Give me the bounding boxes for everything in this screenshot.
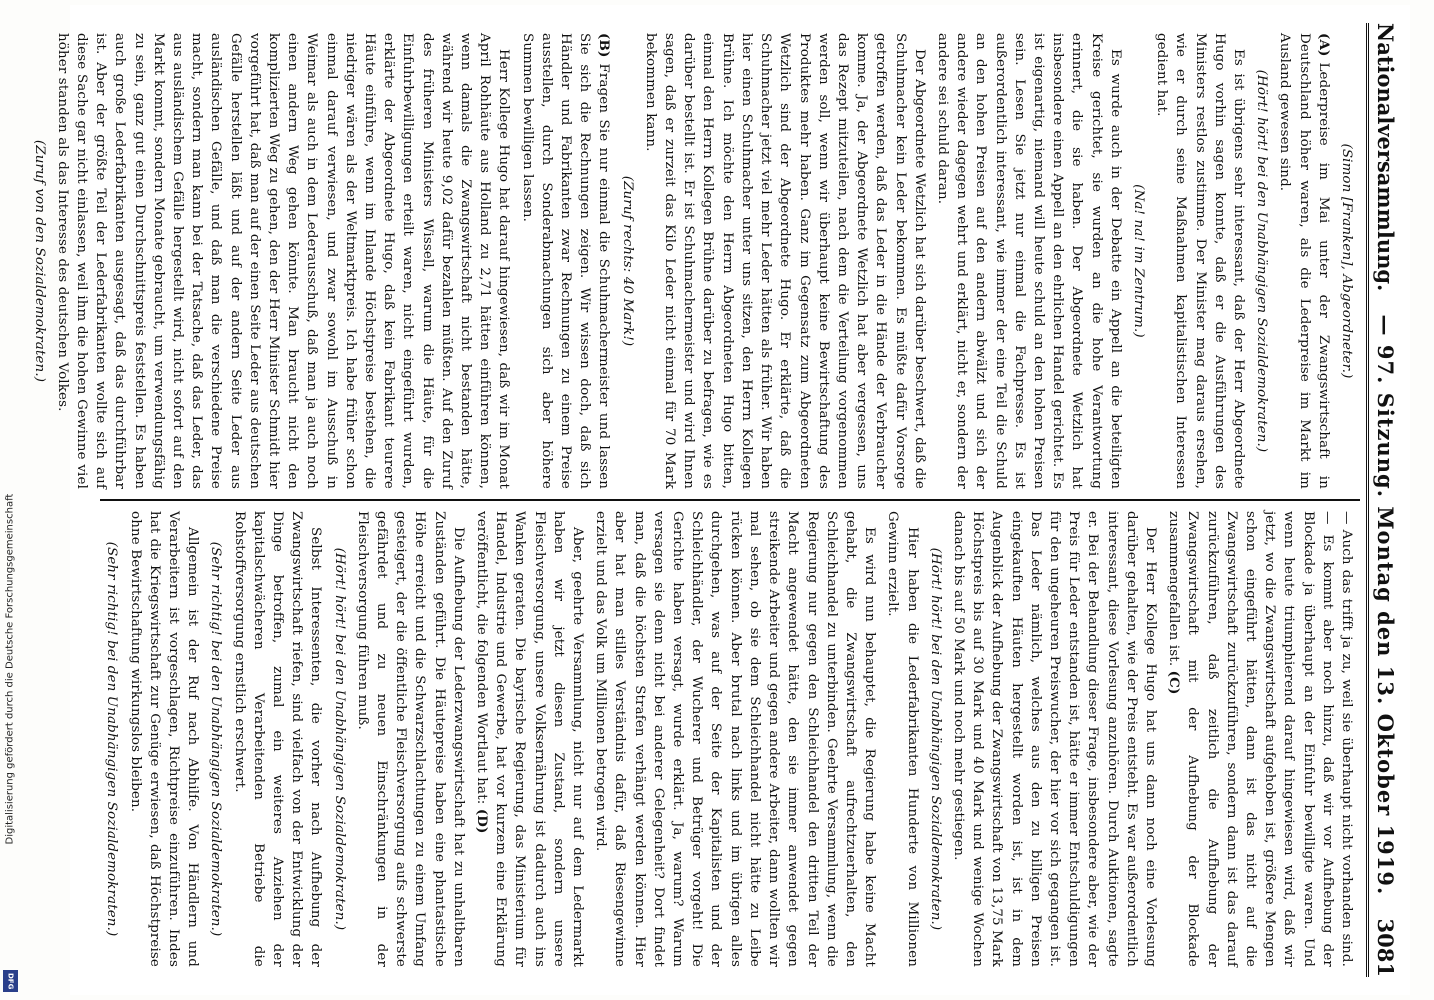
interjection: (Hört! hört! bei den Unabhängigen Sozialdemokraten.)	[1254, 69, 1270, 453]
dfg-logo-icon: DFG	[3, 970, 18, 992]
credit-strip	[0, 0, 22, 1000]
interjection: (Sehr richtig! bei den Unabhängigen Sozialdemokraten.)	[208, 541, 224, 937]
header-title: Nationalversammlung.	[1373, 23, 1398, 292]
paragraph: Herr Kollege Hugo hat darauf hingewiesen, daß wir im Monat April Rohhäute aus Holland zu 2,71 hätten einführen können, wenn damals die Zwangswirtschaft nicht bestanden hätte, während wir heute 9,02 dafür bezahlen müßten. Auf den Zuruf des früheren Ministers Wissell, warum die Häute, für die Einfuhrbewilligungen erteilt waren, nicht eingeführt wurden, erklärte der Abgeordnete Hugo, daß kein Fabrikant teurere Häute einführe, wenn im Inlande Höchstpreise bestehen, die niedriger wären als der Weltmarktpreis. Ich habe früher schon einmal darauf verwiesen, und zwar sowohl im Ausschuß in Weimar als auch in dem Lederausschuß, daß man ja auch noch einen andern Weg gehen könnte. Man braucht nicht den komplizierten Weg zu gehen, den der Herr Minister Schmidt hier vorgeführt hat, daß man auf der einen Seite Leder aus deutschen Gefälle herstellen läßt und auf der andern Seite Leder aus ausländischen Gefälle, und daß man die verschiedene Preise macht, sondern man kann bei der Tatsache, daß das Leder, das aus ausländischem Gefälle hergestellt wird, nicht sofort auf den Markt kommt, sondern Monate gebraucht, um verwendungsfähig zu sein, ganz gut einen Durchschnittspreis feststellen. Es haben auch große Lederfabrikanten ausgesagt, daß das durchführbar ist. Aber der größte Teil der Lederfabrikanten wollte sich auf diese Sache gar nicht einlassen, weil ihm die hohen Gewinne viel höher standen als das Interesse des deutschen Volkes.	[54, 33, 512, 489]
header-session: — 97. Sitzung. Montag den 13. Oktober 1919.	[1373, 314, 1398, 896]
interjection: (Na! na! im Zentrum.)	[1130, 184, 1146, 338]
paragraph: Der Abgeordnete Wetzlich hat sich darüber beschwert, daß die Schuhmacher kein Leder bekommen. Es müßte dafür Vorsorge getroffen werden, daß das Leder in die Hände der Verbraucher komme. Ja, der Abgeordnete Wetzlich hat aber vergessen, uns das Rezept mitzuteilen, nach dem die Verteilung vorgenommen werden soll, wenn wir überhaupt keine Bewirtschaftung des Produktes mehr haben. Ganz im Gegensatz zum Abgeordneten Wetzlich sind der Abgeordnete Hugo. Er erklärte, daß die Schuhmacher jetzt viel mehr Leder hätten als früher. Wir haben hier einen Schuhmacher unter uns sitzen, den Herrn Kollegen Brühne. Ich möchte den Herrn Abgeordneten Hugo bitten, einmal den Herrn Kollegen Brühne darüber zu befragen, wie es darüber bestellt ist. Er ist Schuhmachermeister und wird Ihnen sagen, daß er zurzeit das Kilo Leder nicht einmal für 70 Mark bekommen kann.	[642, 33, 927, 489]
quote: Selbst Interessenten, die vorher nach Aufhebung der Zwangswirtschaft riefen, sind vielfach von der Entwicklung der Dinge betroffen, zumal ein weiteres Anziehen der kapitalschwächeren Verarbeitenden Betriebe die Rohstoffversorgung ernstlich erschwert.	[231, 511, 324, 967]
paragraph: Es ist übrigens sehr interessant, daß der Herr Abgeordnete Hugo vorhin sagen konnte, daß er die Ausführungen des Ministers restlos zustimme. Der Minister mag daraus ersehen, wie er durch seine Maßnahmen kapitalistischen Interessen gedient hat.	[1154, 33, 1246, 489]
interjection: (Zuruf rechts: 40 Mark!)	[619, 175, 635, 347]
paragraph: Es wird nun behauptet, die Regierung habe keine Macht gehabt, die Zwangswirtschaft aufrechtzuerhalten, den Schleichhandel zu unterbinden. Geehrte Versammlung, wenn die Regierung nur gegen den Schleichhandel den dritten Teil der Macht angewendet hätte, den sie immer anwendet gegen streikende Arbeiter und gegen andere Arbeiter, dann wollten wir mal sehen, ob sie dem Schleichhandel nicht hätte zu Leibe rücken können. Aber brutal nach links und im übrigen alles durchgehen, was auf der Seite der Kapitalisten und der Schleichhändler, der Wucherer und Betrüger vorgeht! Die Gerichte haben versagt, wurde erklärt. Ja, warum? Warum versagen sie denn nicht bei anderer Gelegenheit? Dort findet man, daß die höchsten Strafen verhängt werden können. Hier aber hat man stilles Verständnis dafür, daß Riesengewinne erzielt und das Volk um Millionen betrogen wird.	[593, 511, 878, 967]
paragraph	[472, 511, 587, 967]
scanned-page	[31, 5, 1410, 995]
paragraph	[1275, 33, 1333, 489]
interjection: (Zuruf von den Sozialdemokraten.)	[31, 139, 47, 383]
paragraph	[1164, 511, 1356, 967]
text-columns	[31, 23, 1360, 977]
quote: Die Aufhebung der Lederzwangswirtschaft hat zu unhaltbaren Zuständen geführt. Die Häutepreise haben eine phantastische Höhe erreicht und die Schwarzschlachtungen zu einem Umfang gesteigert, der die öffentliche Fleischversorgung aufs schwerste gefährdet und zu neuen Einschränkungen in der Fleischversorgung führen muß.	[354, 511, 466, 967]
speaker-label: (Simon [Franken], Abgeordneter.)	[1339, 143, 1354, 379]
paragraph-text: Lederpreise im Mai unter der Zwangswirtschaft in Deutschland höher waren, als die Lederpreise im Markt im Ausland gewesen sind.	[1277, 33, 1331, 489]
paragraph-text: Aber, geehrte Versammlung, nicht nur auf dem Ledermarkt haben wir jetzt diesen Zustand, sondern unsere Fleischversorgung, unsere Volksernährung ist dadurch auch ins Wanken geraten. Die bayrische Regierung, das Ministerium für Handel, Industrie und Gewerbe, hat vor kurzem eine Erklärung veröffentlicht, die folgenden Wortlaut hat:	[474, 511, 586, 967]
paragraph: Hier haben die Lederfabrikanten Hunderte von Millionen Gewinn erzielt.	[885, 511, 920, 967]
interjection: (Hört! hört! bei den Unabhängigen Sozialdemokraten.)	[331, 547, 347, 931]
paragraph-text: — Auch das trifft ja zu, weil sie überhaupt nicht vorhanden sind. — Es kommt aber noch hinzu, daß wir vor Aufhebung der Blockade ja überhaupt an der Einfuhr bewilligte waren. Und wenn heute triumphierend darauf hingewiesen wird, daß wir jetzt, wo die Zwangswirtschaft aufgehoben ist, größere Mengen schon eingeführt hätten, dann ist das nicht auf die Zwangswirtschaft zurückzuführen, sondern dann ist das darauf zurückzuführen, daß zeitlich die Aufhebung der Zwangswirtschaft mit der Aufhebung der Blockade zusammengefallen ist.	[1166, 511, 1354, 967]
interjection: (Hört! hört! bei den Unabhängigen Sozialdemokraten.)	[927, 547, 943, 931]
paragraph	[517, 33, 613, 489]
page-header	[1366, 23, 1398, 977]
paragraph: Der Herr Kollege Hugo hat uns dann noch eine Vorlesung darüber gehalten, wie der Preis entsteht. Es war außerordentlich interessant, diese Vorlesung anzuhören. Durch Auktionen, sagte er. Bei der Behandlung dieser Frage, insbesondere aber, wie der Preis für Leder entstanden ist, hätte er immer Entschuldigungen für den ungeheuren Preiswucher, der hier vor sich gegangen ist. Das Leder nämlich, welches aus den zu billigen Preisen eingekauften Häuten hergestellt worden ist, ist in dem Augenblick der Aufhebung der Zwangswirtschaft von 13,75 Mark Höchstpreis bis auf 30 Mark und 40 Mark und wenige Wochen danach bis auf 50 Mark und noch mehr gestiegen.	[950, 511, 1158, 967]
interjection: (Sehr richtig! bei den Unabhängigen Sozialdemokraten.)	[104, 541, 120, 937]
margin-mark-b: (B)	[596, 33, 613, 58]
margin-mark-c: (C)	[1166, 670, 1183, 695]
left-column	[31, 23, 1360, 499]
right-column	[100, 499, 1360, 977]
margin-mark-a: (A)	[1315, 33, 1332, 57]
page-number: 3081	[1373, 918, 1398, 977]
quote: Allgemein ist der Ruf nach Abhilfe. Von Händlern und Verarbeitern ist vorgeschlagen, Richtpreise einzuführen. Indes hat die Kriegswirtschaft zur Genüge erwiesen, daß Höchstpreise ohne Bewirtschaftung wirkungslos bleiben.	[127, 511, 201, 967]
margin-mark-d: (D)	[474, 808, 491, 834]
credit-text: Digitalisierung gefördert durch die Deutsche Forschungsgemeinschaft	[4, 493, 16, 845]
paragraph-text: Fragen Sie nur einmal die Schuhmachermeister und lassen Sie sich die Rechnungen zeigen. Wir wissen doch, daß sich Händler und Fabrikanten zwar Rechnungen zu einem Preise ausstellen, durch Sonderabmachungen sich aber höhere Summen bewilligen lassen.	[519, 33, 612, 489]
paragraph: Es wurde auch in der Debatte ein Appell an die beteiligten Kreise gerichtet, sie wurden an die hohe Verantwortung erinnert, die sie haben. Der Abgeordnete Wetzlich hat insbesondere einen Appell an den ehrlichen Handel gerichtet. Es ist eigenartig, niemand will heute schuld an den hohen Preisen sein. Lesen Sie jetzt nur einmal die Fachpresse. Es ist außerordentlich interessant, wie immer der eine Teil die Schuld an den hohen Preisen auf den andern abwälzt und sich der andere wieder dagegen wehrt und erklärt, nicht er, sondern der andere sei schuld daran.	[934, 33, 1123, 489]
